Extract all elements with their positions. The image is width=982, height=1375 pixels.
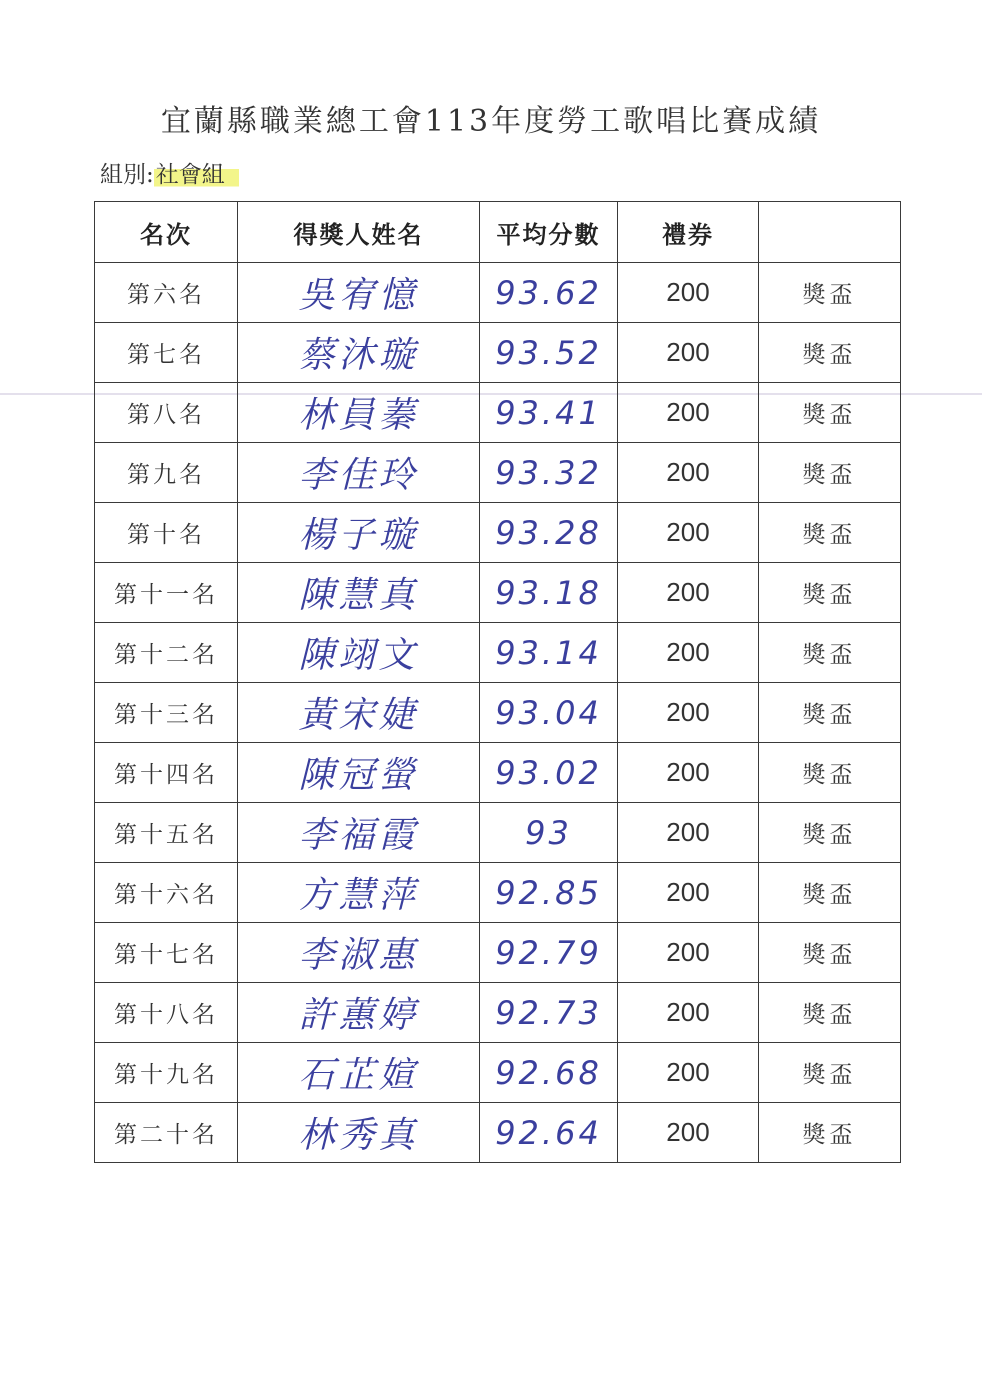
- winner-name-cell: 陳冠螢: [238, 743, 480, 803]
- rank-cell: 第八名: [95, 383, 238, 443]
- winner-name-cell: 李佳玲: [238, 443, 480, 503]
- prize-cell: 獎盃: [759, 1103, 901, 1163]
- voucher-cell: 200: [618, 563, 759, 623]
- prize-cell: 獎盃: [759, 443, 901, 503]
- header-voucher: 禮券: [618, 202, 759, 263]
- rank-cell: 第十一名: [95, 563, 238, 623]
- prize-cell: 獎盃: [759, 323, 901, 383]
- voucher-cell: 200: [618, 1103, 759, 1163]
- average-score-cell: 92.73: [480, 983, 618, 1043]
- average-score-cell: 93.18: [480, 563, 618, 623]
- voucher-cell: 200: [618, 263, 759, 323]
- prize-cell: 獎盃: [759, 1043, 901, 1103]
- voucher-cell: 200: [618, 443, 759, 503]
- group-field: [100, 156, 239, 189]
- table-row: [95, 863, 901, 923]
- table-row: [95, 923, 901, 983]
- table-row: [95, 623, 901, 683]
- rank-cell: 第七名: [95, 323, 238, 383]
- voucher-cell: 200: [618, 683, 759, 743]
- prize-cell: 獎盃: [759, 503, 901, 563]
- winner-name-cell: 方慧萍: [238, 863, 480, 923]
- rank-cell: 第十七名: [95, 923, 238, 983]
- average-score-cell: 93.32: [480, 443, 618, 503]
- table-row: [95, 803, 901, 863]
- average-score-cell: 92.64: [480, 1103, 618, 1163]
- winner-name-cell: 蔡沐璇: [238, 323, 480, 383]
- winner-name-cell: 李淑惠: [238, 923, 480, 983]
- rank-cell: 第十六名: [95, 863, 238, 923]
- average-score-cell: 93.28: [480, 503, 618, 563]
- rank-cell: 第六名: [95, 263, 238, 323]
- rank-cell: 第十九名: [95, 1043, 238, 1103]
- rank-cell: 第十名: [95, 503, 238, 563]
- table-row: [95, 1103, 901, 1163]
- average-score-cell: 93.14: [480, 623, 618, 683]
- header-row: [95, 202, 901, 263]
- prize-cell: 獎盃: [759, 983, 901, 1043]
- winner-name-cell: 吳宥憶: [238, 263, 480, 323]
- table-row: [95, 983, 901, 1043]
- table-row: [95, 383, 901, 443]
- prize-cell: 獎盃: [759, 923, 901, 983]
- table-row: [95, 743, 901, 803]
- average-score-cell: 92.68: [480, 1043, 618, 1103]
- rank-cell: 第十三名: [95, 683, 238, 743]
- group-label: 組別:: [100, 162, 154, 188]
- rank-cell: 第九名: [95, 443, 238, 503]
- table-row: [95, 443, 901, 503]
- average-score-cell: 93.04: [480, 683, 618, 743]
- voucher-cell: 200: [618, 503, 759, 563]
- voucher-cell: 200: [618, 743, 759, 803]
- voucher-cell: 200: [618, 383, 759, 443]
- prize-cell: 獎盃: [759, 623, 901, 683]
- rank-cell: 第十八名: [95, 983, 238, 1043]
- table-row: [95, 263, 901, 323]
- winner-name-cell: 黃宋婕: [238, 683, 480, 743]
- average-score-cell: 93: [480, 803, 618, 863]
- prize-cell: 獎盃: [759, 563, 901, 623]
- average-score-cell: 93.41: [480, 383, 618, 443]
- average-score-cell: 93.62: [480, 263, 618, 323]
- winner-name-cell: 石芷媗: [238, 1043, 480, 1103]
- header-name: 得獎人姓名: [238, 202, 480, 263]
- winner-name-cell: 林秀真: [238, 1103, 480, 1163]
- prize-cell: 獎盃: [759, 743, 901, 803]
- average-score-cell: 93.02: [480, 743, 618, 803]
- prize-cell: 獎盃: [759, 263, 901, 323]
- voucher-cell: 200: [618, 803, 759, 863]
- header-prize: [759, 202, 901, 263]
- voucher-cell: 200: [618, 323, 759, 383]
- rank-cell: 第十二名: [95, 623, 238, 683]
- voucher-cell: 200: [618, 623, 759, 683]
- header-score: 平均分數: [480, 202, 618, 263]
- table-row: [95, 323, 901, 383]
- prize-cell: 獎盃: [759, 683, 901, 743]
- winner-name-cell: 李福霞: [238, 803, 480, 863]
- header-rank: 名次: [95, 202, 238, 263]
- voucher-cell: 200: [618, 863, 759, 923]
- voucher-cell: 200: [618, 983, 759, 1043]
- winner-name-cell: 陳慧真: [238, 563, 480, 623]
- rank-cell: 第十五名: [95, 803, 238, 863]
- group-value: 社會組: [154, 156, 239, 189]
- average-score-cell: 93.52: [480, 323, 618, 383]
- average-score-cell: 92.85: [480, 863, 618, 923]
- prize-cell: 獎盃: [759, 383, 901, 443]
- results-table: [94, 201, 901, 1163]
- winner-name-cell: 林員蓁: [238, 383, 480, 443]
- table-row: [95, 683, 901, 743]
- table-row: [95, 563, 901, 623]
- average-score-cell: 92.79: [480, 923, 618, 983]
- table-row: [95, 1043, 901, 1103]
- prize-cell: 獎盃: [759, 863, 901, 923]
- document-title: 宜蘭縣職業總工會113年度勞工歌唱比賽成績: [160, 104, 822, 139]
- winner-name-cell: 楊子璇: [238, 503, 480, 563]
- prize-cell: 獎盃: [759, 803, 901, 863]
- voucher-cell: 200: [618, 923, 759, 983]
- voucher-cell: 200: [618, 1043, 759, 1103]
- rank-cell: 第二十名: [95, 1103, 238, 1163]
- winner-name-cell: 許蕙婷: [238, 983, 480, 1043]
- rank-cell: 第十四名: [95, 743, 238, 803]
- winner-name-cell: 陳翊文: [238, 623, 480, 683]
- table-row: [95, 503, 901, 563]
